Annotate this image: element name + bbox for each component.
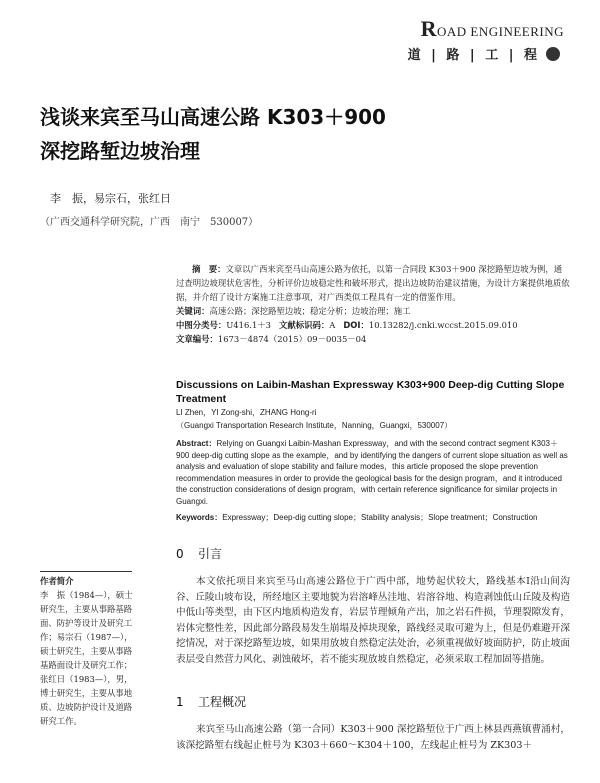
classification-row xyxy=(176,318,570,332)
section-title-1: 工程概况 xyxy=(198,695,247,709)
doc-label: 文献标识码： xyxy=(279,320,330,330)
title-en: Discussions on Laibin-Mashan Expressway K303+900 Deep-dig Cutting Slope Treatment xyxy=(176,379,565,405)
section-number-0: 0 xyxy=(176,547,184,561)
section-1-body: 来宾至马山高速公路（第一合同）K303＋900 深挖路堑位于广西上林县西燕镇曹涌村，该深挖路堑右线起止桩号为 K303＋660～K304＋100，左线起止桩号为 ZK303＋ xyxy=(176,724,570,751)
keywords-cn-text: 高速公路；深挖路堑边坡；稳定分析；边坡治理；施工 xyxy=(209,306,411,316)
authors-en: LI Zhen，YI Zong-shi，ZHANG Hong-ri xyxy=(176,408,317,417)
keywords-cn xyxy=(176,304,570,318)
journal-name-cn-text: 道 | 路 | 工 | 程 xyxy=(407,48,540,63)
clc-label: 中图分类号： xyxy=(176,320,227,330)
article-number-label: 文章编号： xyxy=(176,334,218,344)
article-number-row xyxy=(176,332,570,346)
journal-logo-icon xyxy=(546,47,560,61)
doi-value: 10.13282/j.cnki.wccst.2015.09.010 xyxy=(368,320,518,330)
abstract-cn xyxy=(176,262,570,304)
keywords-en xyxy=(176,512,570,523)
article-number-value: 1673－4874（2015）09－0035－04 xyxy=(217,334,367,344)
title-line-2: 深挖路堑边坡治理 xyxy=(40,139,200,163)
journal-initial: R xyxy=(420,16,437,41)
article-title xyxy=(40,100,560,168)
section-heading-0 xyxy=(176,545,222,562)
title-line-1: 浅谈来宾至马山高速公路 K303＋900 xyxy=(40,105,386,129)
abstract-cn-label: 摘 要： xyxy=(192,264,226,274)
affiliation: （广西交通科学研究院，广西 南宁 530007） xyxy=(40,217,259,228)
keywords-en-label: Keywords： xyxy=(176,513,223,522)
abstract-en-label: Abstract： xyxy=(176,439,217,448)
affiliation-en: （Guangxi Transportation Research Institute，Nanning，Guangxi，530007） xyxy=(176,421,453,430)
section-title-0: 引言 xyxy=(198,547,223,561)
clc-value: U416.1＋3 xyxy=(226,320,271,330)
authors: 李 振，易宗石，张红日 xyxy=(50,192,171,205)
section-0-body: 本文依托项目来宾至马山高速公路位于广西中部，地势起伏较大，路线基本Ⅰ沿山间沟谷、丘陵山坡布设，所经地区主要地貌为岩溶峰丛洼地、岩溶谷地、构造剥蚀低山丘陵及构造中低山等类型，由下区内地质构造发育，岩层节理倾角产出，加之岩石件损，节理裂隙发育，岩体完整性差，因此部分路段易发生崩塌及掉块现象，路线经灵取可避为上，但是仍难避开深挖情况，对于深挖路堑边坡，如果用放坡自然稳定法处治，必须重视做好坡面防护，防止坡面表层受自然营力风化、剥蚀破坏，若不能实现放坡自然稳定，必须采取工程加固等措施。 xyxy=(176,576,570,665)
author-note xyxy=(40,574,138,728)
doi-label: DOI： xyxy=(343,320,369,330)
doc-value: A xyxy=(329,320,336,330)
abstract-en-text: Relying on Guangxi Laibin-Mashan Expressway，and with the second contract segment K303＋900 deep-dig cutting slope as the example，and by identifying the dangers of current slope situation as well as analysis and evaluation of slope stability and failure modes，this article proposed the slope prevention recommendation measures in order to provide the geological basis for the design program，and it introduced the construction considerations of design program，with certain reference significance for similar projects in Guangxi. xyxy=(176,439,568,506)
abstract-en xyxy=(176,438,570,507)
journal-name-rest: OAD ENGINEERING xyxy=(436,24,564,39)
author-note-heading: 作者简介 xyxy=(40,576,74,586)
author-note-text: 李 振（1984—），硕士研究生，主要从事路基路面、防护等设计及研究工作；易宗石（1987—），硕士研究生，主要从事路基路面设计及研究工作；张红日（1983—），男，博士研究生，主要从事地质、边坡防护设计及道路研究工作。 xyxy=(40,590,133,726)
keywords-cn-label: 关键词： xyxy=(176,306,210,316)
keywords-en-text: Expressway；Deep-dig cutting slope；Stability analysis；Slope treatment；Construction xyxy=(222,513,538,522)
abstract-cn-text: 文章以广西来宾至马山高速公路为依托，以第一合同段 K303＋900 深挖路堑边坡为例，通过查明边坡现状危害性，分析评价边坡稳定性和破坏形式，提出边坡防治建议措施，为设计方案提供地质依据，并介绍了设计方案施工注意事项，对广西类似工程具有一定的借鉴作用。 xyxy=(176,264,570,302)
section-heading-1 xyxy=(176,693,246,710)
journal-name-cn xyxy=(408,44,560,63)
journal-name-en xyxy=(421,16,564,42)
abstract-cn-block xyxy=(176,262,570,346)
author-note-divider xyxy=(40,571,132,572)
section-number-1: 1 xyxy=(176,695,184,709)
